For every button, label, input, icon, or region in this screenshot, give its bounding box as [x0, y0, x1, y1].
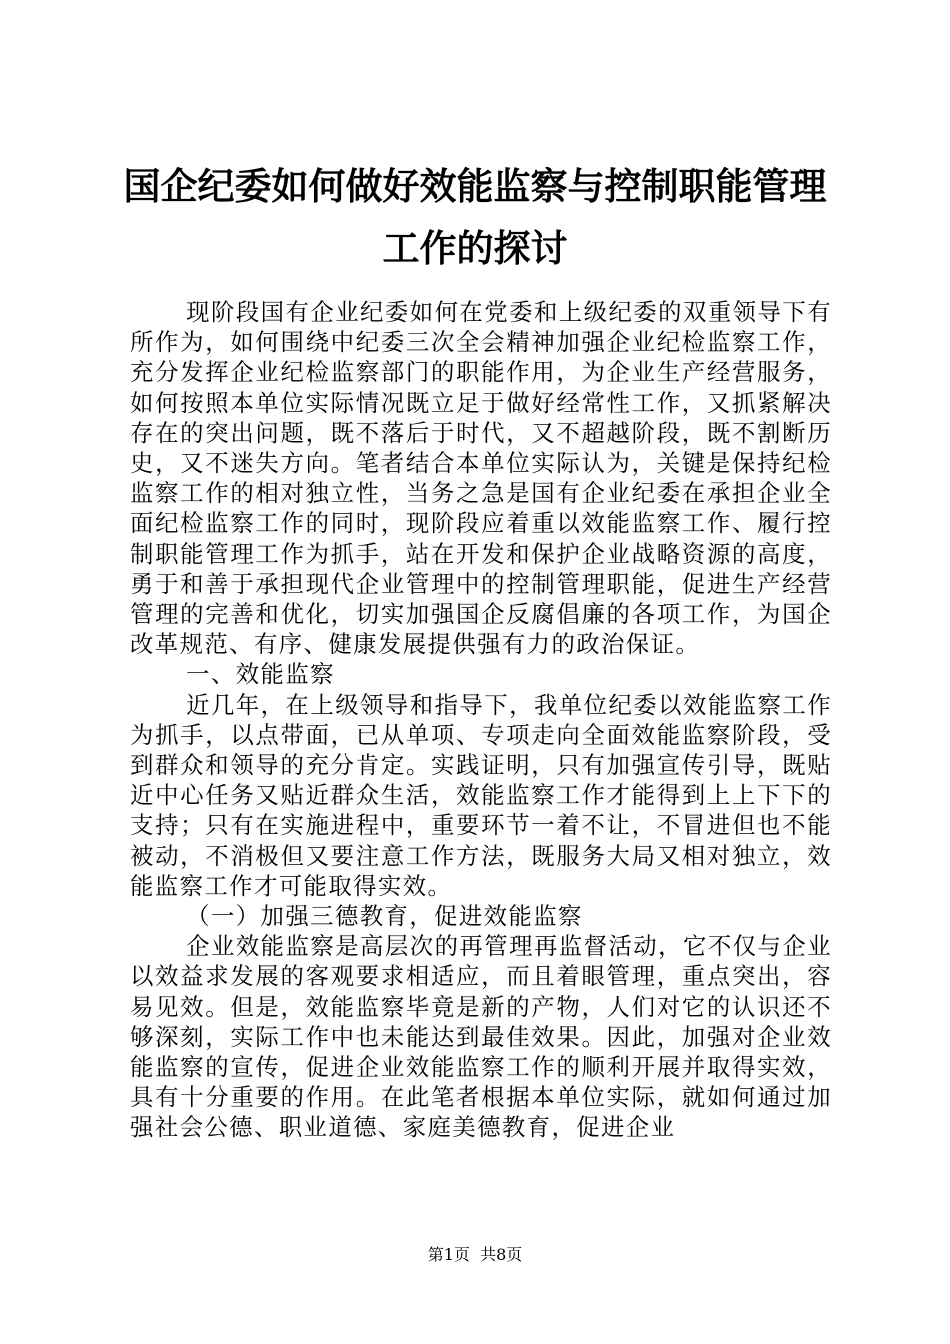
paragraph-three-virtues: 企业效能监察是高层次的再管理再监督活动，它不仅与企业以效益求发展的客观要求相适应，而且着眼管理，重点突出，容易见效。但是，效能监察毕竟是新的产物，人们对它的认识还不够深刻，实际工作中也未能达到最佳效果。因此，加强对企业效能监察的宣传，促进企业效能监察工作的顺利开展并取得实效，具有十分重要的作用。在此笔者根据本单位实际，就如何通过加强社会公德、职业道德、家庭美德教育，促进企业	[130, 932, 832, 1142]
section-heading-efficiency-supervision: 一、效能监察	[186, 660, 335, 689]
subsection-heading-three-virtues: （一）加强三德教育，促进效能监察	[186, 902, 583, 931]
page-footer	[0, 1245, 950, 1265]
page-total: 共8页	[480, 1245, 523, 1264]
document-body	[130, 297, 832, 1143]
paragraph-efficiency-supervision: 近几年，在上级领导和指导下，我单位纪委以效能监察工作为抓手，以点带面，已从单项、专项走向全面效能监察阶段，受到群众和领导的充分肯定。实践证明，只有加强宣传引导，既贴近中心任务又贴近群众生活，效能监察工作才能得到上上下下的支持；只有在实施进程中，重要环节一着不让，不冒进但也不能被动，不消极但又要注意工作方法，既服务大局又相对独立，效能监察工作才可能取得实效。	[130, 690, 832, 900]
document-title: 国企纪委如何做好效能监察与控制职能管理工作的探讨	[123, 164, 827, 270]
paragraph-intro: 现阶段国有企业纪委如何在党委和上级纪委的双重领导下有所作为，如何围绕中纪委三次全会精神加强企业纪检监察工作，充分发挥企业纪检监察部门的职能作用，为企业生产经营服务，如何按照本单位实际情况既立足于做好经常性工作，又抓紧解决存在的突出问题，既不落后于时代，又不超越阶段，既不割断历史，又不迷失方向。笔者结合本单位实际认为，关键是保持纪检监察工作的相对独立性，当务之急是国有企业纪委在承担企业全面纪检监察工作的同时，现阶段应着重以效能监察工作、履行控制职能管理工作为抓手，站在开发和保护企业战略资源的高度，勇于和善于承担现代企业管理中的控制管理职能，促进生产经营管理的完善和优化，切实加强国企反腐倡廉的各项工作，为国企改革规范、有序、健康发展提供强有力的政治保证。	[130, 298, 832, 659]
page-number: 第1页	[427, 1245, 470, 1264]
